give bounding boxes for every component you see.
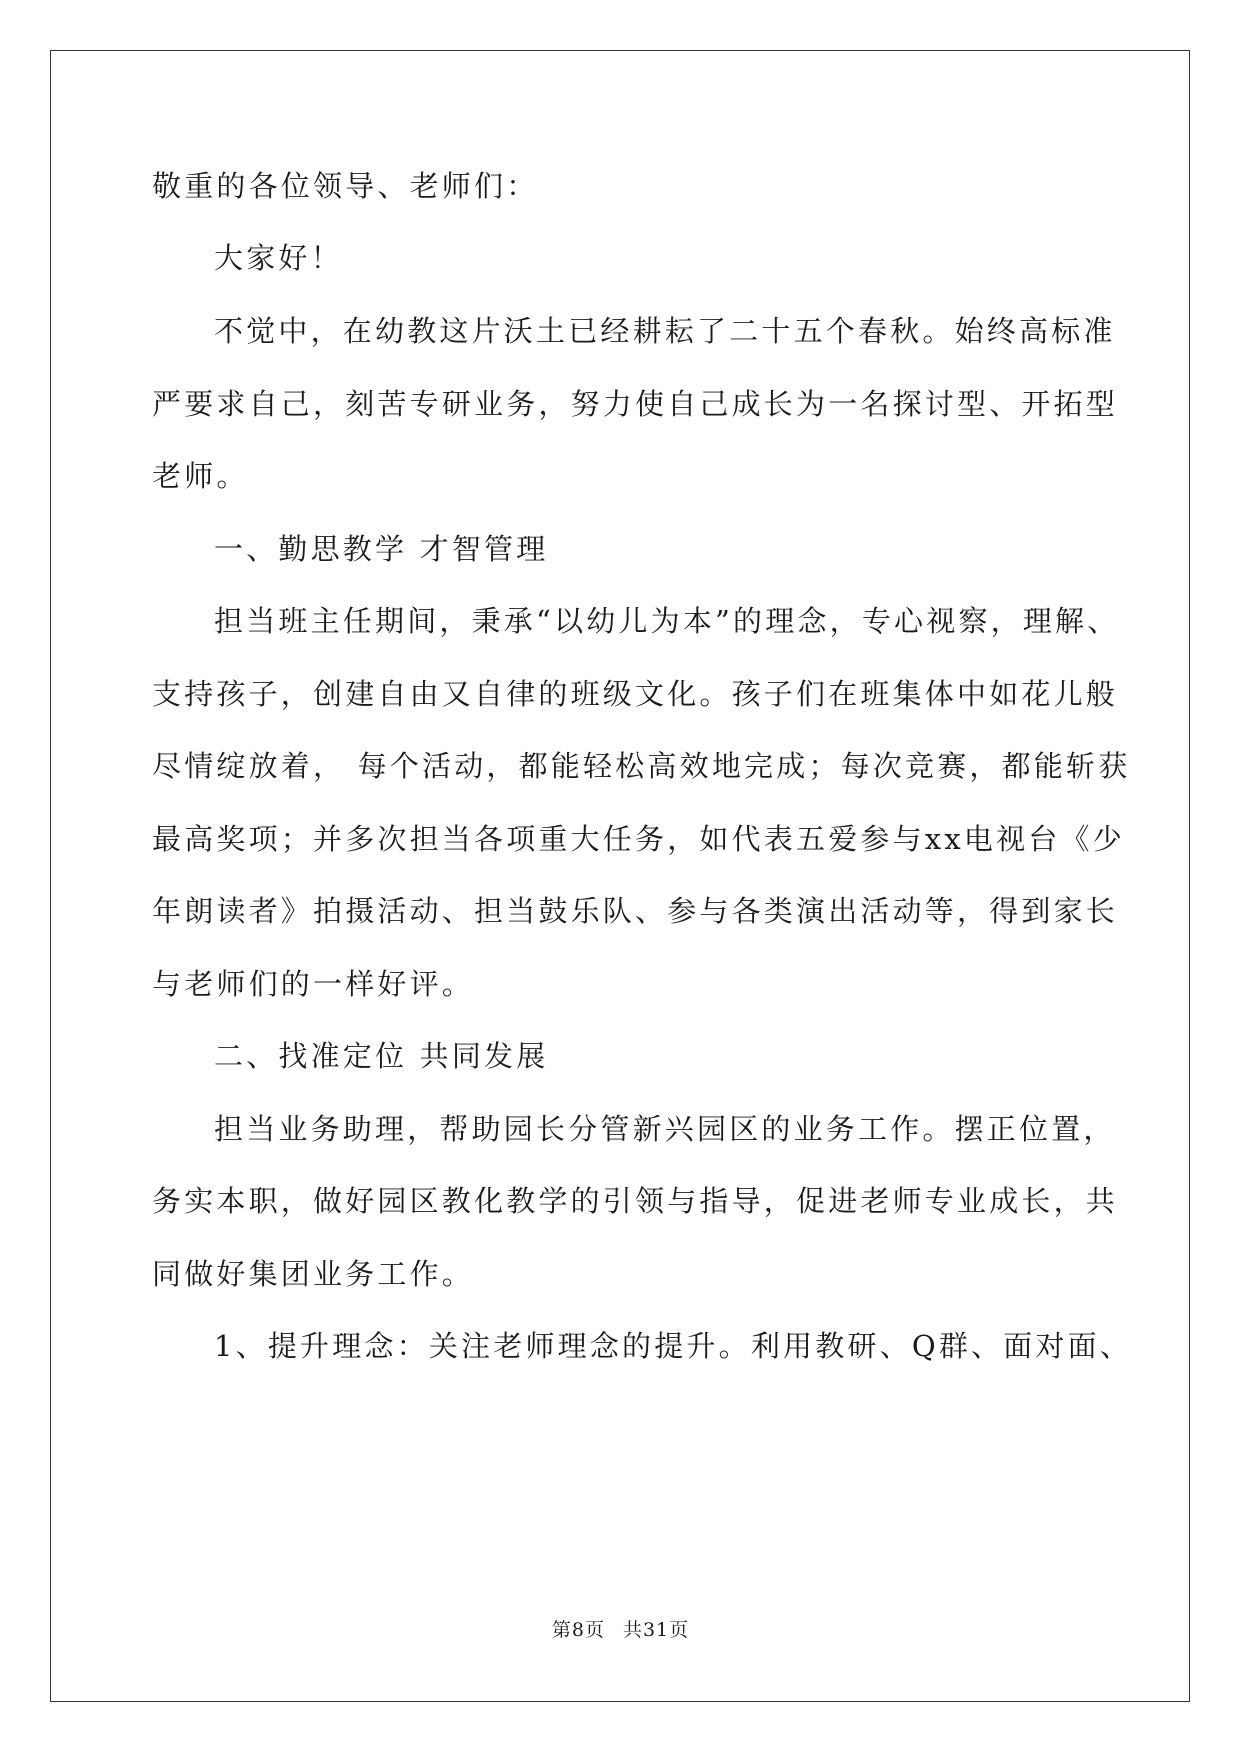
paragraph-line: 担当班主任期间，秉承“以幼儿为本”的理念，专心视察，理解、 — [214, 604, 1120, 638]
paragraph-line: 年朗读者》拍摄活动、担当鼓乐队、参与各类演出活动等，得到家长 — [152, 894, 1119, 928]
page-footer — [0, 1618, 1241, 1642]
greeting-line: 大家好！ — [214, 241, 343, 275]
paragraph-line: 尽情绽放着， 每个活动，都能轻松高效地完成；每次竞赛，都能斩获 — [152, 749, 1131, 783]
paragraph-line: 不觉中，在幼教这片沃土已经耕耘了二十五个春秋。始终高标准 — [214, 314, 1116, 348]
paragraph-line: 担当业务助理，帮助园长分管新兴园区的业务工作。摆正位置， — [214, 1112, 1116, 1146]
section-heading-2: 二、找准定位 共同发展 — [214, 1039, 549, 1073]
paragraph-line: 同做好集团业务工作。 — [152, 1257, 475, 1291]
section-heading-1: 一、勤思教学 才智管理 — [214, 532, 549, 566]
paragraph-line: 老师。 — [152, 459, 249, 493]
page-number: 第8页 — [551, 1619, 605, 1641]
page-total: 共31页 — [622, 1619, 690, 1641]
paragraph-line: 严要求自己，刻苦专研业务，努力使自己成长为一名探讨型、开拓型 — [152, 387, 1119, 421]
paragraph-line: 支持孩子，创建自由又自律的班级文化。孩子们在班集体中如花儿般 — [152, 677, 1119, 711]
paragraph-line: 务实本职，做好园区教化教学的引领与指导，促进老师专业成长，共 — [152, 1184, 1119, 1218]
paragraph-line: 与老师们的一样好评。 — [152, 967, 475, 1001]
paragraph-line: 最高奖项；并多次担当各项重大任务，如代表五爱参与xx电视台《少 — [152, 822, 1125, 856]
list-item-line: 1、提升理念：关注老师理念的提升。利用教研、Q群、面对面、 — [214, 1329, 1133, 1363]
page-border — [50, 50, 1190, 1702]
salutation-line: 敬重的各位领导、老师们： — [152, 169, 539, 203]
